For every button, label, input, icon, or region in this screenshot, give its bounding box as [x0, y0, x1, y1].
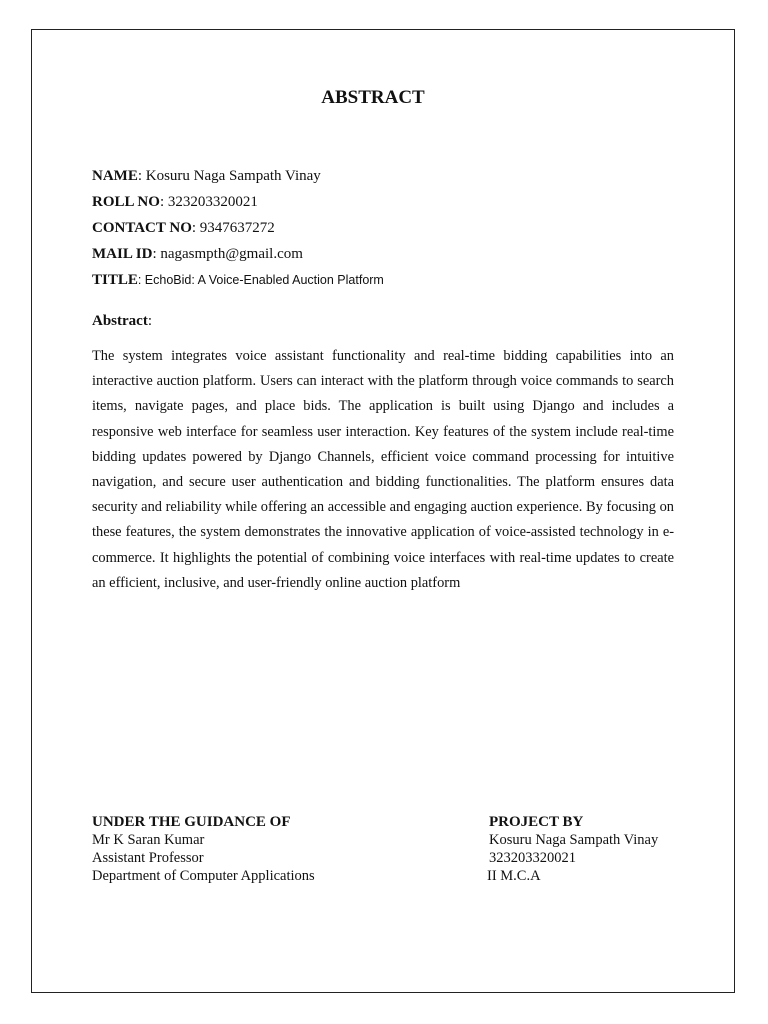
- student-name: Kosuru Naga Sampath Vinay: [489, 832, 659, 848]
- mail-field: [92, 246, 303, 263]
- guide-department: Department of Computer Applications: [92, 868, 315, 884]
- roll-value: : 323203320021: [159, 194, 258, 210]
- abstract-body: The system integrates voice assistant functionality and real-time bidding capabilities into an interactive auction platform. Users can interact with the platform through voice commands to search items, navigate pages, and place bids. The application is built using Django and includes a responsive web interface for seamless user interaction. Key features of the system include real-time bidding updates powered by Django Channels, efficient voice command processing for intuitive navigation, and secure user authentication and bidding functionalities. The platform ensures data security and reliability while offering an accessible and engaging auction experience. By focusing on these features, the system demonstrates the innovative application of voice-assisted technology in e-commerce. It highlights the potential of combining voice interfaces with real-time updates to create an efficient, inclusive, and user-friendly online auction platform: [92, 348, 674, 591]
- mail-value: : nagasmpth@gmail.com: [152, 246, 303, 262]
- name-field: [92, 168, 321, 185]
- student-roll: 323203320021: [489, 850, 576, 866]
- mail-label: MAIL ID: [92, 246, 153, 262]
- page-title: ABSTRACT: [321, 87, 425, 108]
- guidance-block: [92, 813, 315, 885]
- project-by-heading: PROJECT BY: [489, 814, 584, 830]
- guidance-heading: UNDER THE GUIDANCE OF: [92, 814, 291, 830]
- abstract-label-colon: :: [147, 313, 152, 329]
- guide-designation: Assistant Professor: [92, 850, 204, 866]
- abstract-label: [92, 313, 152, 330]
- guide-name: Mr K Saran Kumar: [92, 832, 205, 848]
- roll-field: [92, 194, 258, 211]
- contact-field: [92, 220, 275, 237]
- name-label: NAME: [92, 168, 138, 184]
- student-class: II M.C.A: [487, 868, 541, 884]
- abstract-label-text: Abstract: [92, 313, 148, 329]
- project-by-block: [489, 813, 658, 885]
- title-field: [92, 272, 384, 289]
- contact-value: : 9347637272: [191, 220, 275, 236]
- title-label: TITLE: [92, 272, 138, 288]
- roll-label: ROLL NO: [92, 194, 160, 210]
- title-value: : EchoBid: A Voice-Enabled Auction Platform: [137, 273, 384, 287]
- name-value: : Kosuru Naga Sampath Vinay: [137, 168, 321, 184]
- contact-label: CONTACT NO: [92, 220, 192, 236]
